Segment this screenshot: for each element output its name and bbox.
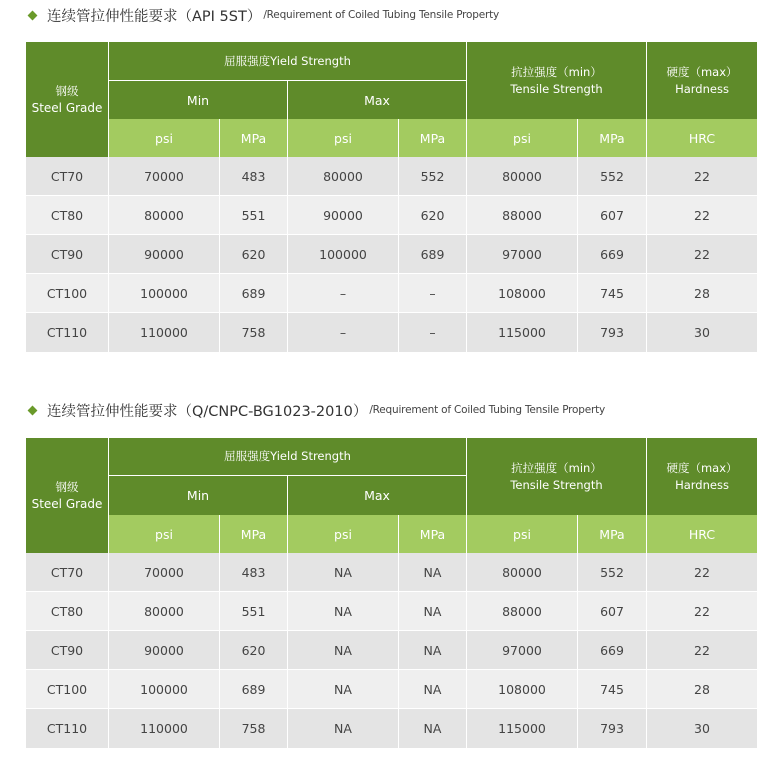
data-cell: 108000 xyxy=(467,274,578,313)
data-cell: 90000 xyxy=(109,631,220,670)
header-yield-strength: 屈服强度Yield Strength xyxy=(109,42,467,81)
grade-cell: CT90 xyxy=(26,631,109,670)
header-hardness-zh: 硬度（max） xyxy=(666,460,738,475)
data-cell: 669 xyxy=(578,631,647,670)
data-cell: 97000 xyxy=(467,235,578,274)
header-tensile-en: Tensile Strength xyxy=(510,81,603,96)
grade-cell: CT100 xyxy=(26,670,109,709)
grade-cell: CT100 xyxy=(26,274,109,313)
unit-tensile-mpa: MPa xyxy=(578,119,647,157)
data-cell: 80000 xyxy=(288,157,399,196)
grade-cell: CT90 xyxy=(26,235,109,274)
data-cell: 689 xyxy=(399,235,467,274)
header-tensile-strength xyxy=(467,438,647,515)
data-cell: 22 xyxy=(647,553,757,592)
grade-cell: CT110 xyxy=(26,313,109,352)
data-cell: 483 xyxy=(220,157,288,196)
data-cell: 758 xyxy=(220,313,288,352)
section-heading xyxy=(0,3,499,27)
header-tensile-en: Tensile Strength xyxy=(510,477,603,492)
data-cell: NA xyxy=(288,631,399,670)
data-cell: – xyxy=(288,313,399,352)
data-cell: 669 xyxy=(578,235,647,274)
data-cell: 607 xyxy=(578,196,647,235)
heading-title-zh: 连续管拉伸性能要求（Q/CNPC-BG1023-2010） xyxy=(47,403,368,420)
data-cell: NA xyxy=(288,592,399,631)
data-cell: – xyxy=(399,274,467,313)
data-cell: 620 xyxy=(220,631,288,670)
unit-min-psi: psi xyxy=(109,119,220,157)
data-cell: 80000 xyxy=(109,196,220,235)
data-cell: 620 xyxy=(220,235,288,274)
heading-title-en: /Requirement of Coiled Tubing Tensile Property xyxy=(263,9,500,21)
tensile-property-table xyxy=(26,438,757,748)
header-grade-zh: 钢级 xyxy=(55,83,79,98)
data-cell: 793 xyxy=(578,709,647,748)
data-cell: 607 xyxy=(578,592,647,631)
unit-max-mpa: MPa xyxy=(399,119,467,157)
data-cell: 22 xyxy=(647,157,757,196)
data-cell: 28 xyxy=(647,670,757,709)
data-cell: 110000 xyxy=(109,709,220,748)
grade-cell: CT70 xyxy=(26,553,109,592)
data-cell: NA xyxy=(399,592,467,631)
header-hardness xyxy=(647,438,757,515)
header-hardness-en: Hardness xyxy=(675,81,729,96)
data-cell: 80000 xyxy=(467,553,578,592)
header-yield-strength: 屈服强度Yield Strength xyxy=(109,438,467,476)
unit-max-psi: psi xyxy=(288,119,399,157)
data-cell: NA xyxy=(288,709,399,748)
header-max: Max xyxy=(288,476,467,515)
diamond-bullet-icon xyxy=(28,405,38,415)
data-cell: 22 xyxy=(647,235,757,274)
header-grade-en: Steel Grade xyxy=(31,100,103,115)
header-min: Min xyxy=(109,476,288,515)
header-grade-en: Steel Grade xyxy=(31,496,103,511)
header-min: Min xyxy=(109,81,288,119)
data-cell: 689 xyxy=(220,274,288,313)
unit-min-mpa: MPa xyxy=(220,119,288,157)
grade-cell: CT80 xyxy=(26,196,109,235)
data-cell: 689 xyxy=(220,670,288,709)
grade-cell: CT110 xyxy=(26,709,109,748)
data-cell: 115000 xyxy=(467,313,578,352)
data-cell: 80000 xyxy=(109,592,220,631)
data-cell: 22 xyxy=(647,196,757,235)
data-cell: NA xyxy=(288,553,399,592)
unit-tensile-mpa: MPa xyxy=(578,515,647,553)
header-steel-grade xyxy=(26,438,109,553)
data-cell: 758 xyxy=(220,709,288,748)
header-hardness-en: Hardness xyxy=(675,477,729,492)
unit-max-psi: psi xyxy=(288,515,399,553)
data-cell: 90000 xyxy=(288,196,399,235)
header-max: Max xyxy=(288,81,467,119)
data-cell: 115000 xyxy=(467,709,578,748)
data-cell: 552 xyxy=(578,553,647,592)
data-cell: 80000 xyxy=(467,157,578,196)
section-heading xyxy=(0,398,605,422)
unit-min-psi: psi xyxy=(109,515,220,553)
data-cell: 70000 xyxy=(109,553,220,592)
unit-hardness-hrc: HRC xyxy=(647,515,757,553)
data-cell: – xyxy=(399,313,467,352)
header-tensile-strength xyxy=(467,42,647,119)
data-cell: 30 xyxy=(647,313,757,352)
data-cell: 100000 xyxy=(288,235,399,274)
header-tensile-zh: 抗拉强度（min） xyxy=(511,460,602,475)
data-cell: 100000 xyxy=(109,274,220,313)
data-cell: NA xyxy=(399,709,467,748)
header-tensile-zh: 抗拉强度（min） xyxy=(511,64,602,79)
data-cell: 552 xyxy=(399,157,467,196)
data-cell: 88000 xyxy=(467,196,578,235)
data-cell: 90000 xyxy=(109,235,220,274)
data-cell: 88000 xyxy=(467,592,578,631)
data-cell: 30 xyxy=(647,709,757,748)
tensile-property-table xyxy=(26,42,757,353)
grade-cell: CT70 xyxy=(26,157,109,196)
data-cell: 97000 xyxy=(467,631,578,670)
data-cell: NA xyxy=(399,631,467,670)
grade-cell: CT80 xyxy=(26,592,109,631)
data-cell: 551 xyxy=(220,592,288,631)
data-cell: NA xyxy=(399,670,467,709)
data-cell: 620 xyxy=(399,196,467,235)
data-cell: 551 xyxy=(220,196,288,235)
data-cell: 28 xyxy=(647,274,757,313)
heading-title-zh: 连续管拉伸性能要求（API 5ST） xyxy=(47,8,262,25)
header-steel-grade xyxy=(26,42,109,157)
data-cell: – xyxy=(288,274,399,313)
data-cell: 70000 xyxy=(109,157,220,196)
header-hardness xyxy=(647,42,757,119)
unit-tensile-psi: psi xyxy=(467,119,578,157)
data-cell: 793 xyxy=(578,313,647,352)
data-cell: 110000 xyxy=(109,313,220,352)
unit-hardness-hrc: HRC xyxy=(647,119,757,157)
data-cell: 108000 xyxy=(467,670,578,709)
unit-min-mpa: MPa xyxy=(220,515,288,553)
diamond-bullet-icon xyxy=(28,10,38,20)
data-cell: 483 xyxy=(220,553,288,592)
heading-title-en: /Requirement of Coiled Tubing Tensile Property xyxy=(369,404,606,416)
data-cell: 22 xyxy=(647,631,757,670)
header-hardness-zh: 硬度（max） xyxy=(666,64,738,79)
data-cell: NA xyxy=(399,553,467,592)
data-cell: 100000 xyxy=(109,670,220,709)
data-cell: 745 xyxy=(578,274,647,313)
data-cell: NA xyxy=(288,670,399,709)
data-cell: 745 xyxy=(578,670,647,709)
unit-max-mpa: MPa xyxy=(399,515,467,553)
data-cell: 22 xyxy=(647,592,757,631)
unit-tensile-psi: psi xyxy=(467,515,578,553)
header-grade-zh: 钢级 xyxy=(55,479,79,494)
data-cell: 552 xyxy=(578,157,647,196)
